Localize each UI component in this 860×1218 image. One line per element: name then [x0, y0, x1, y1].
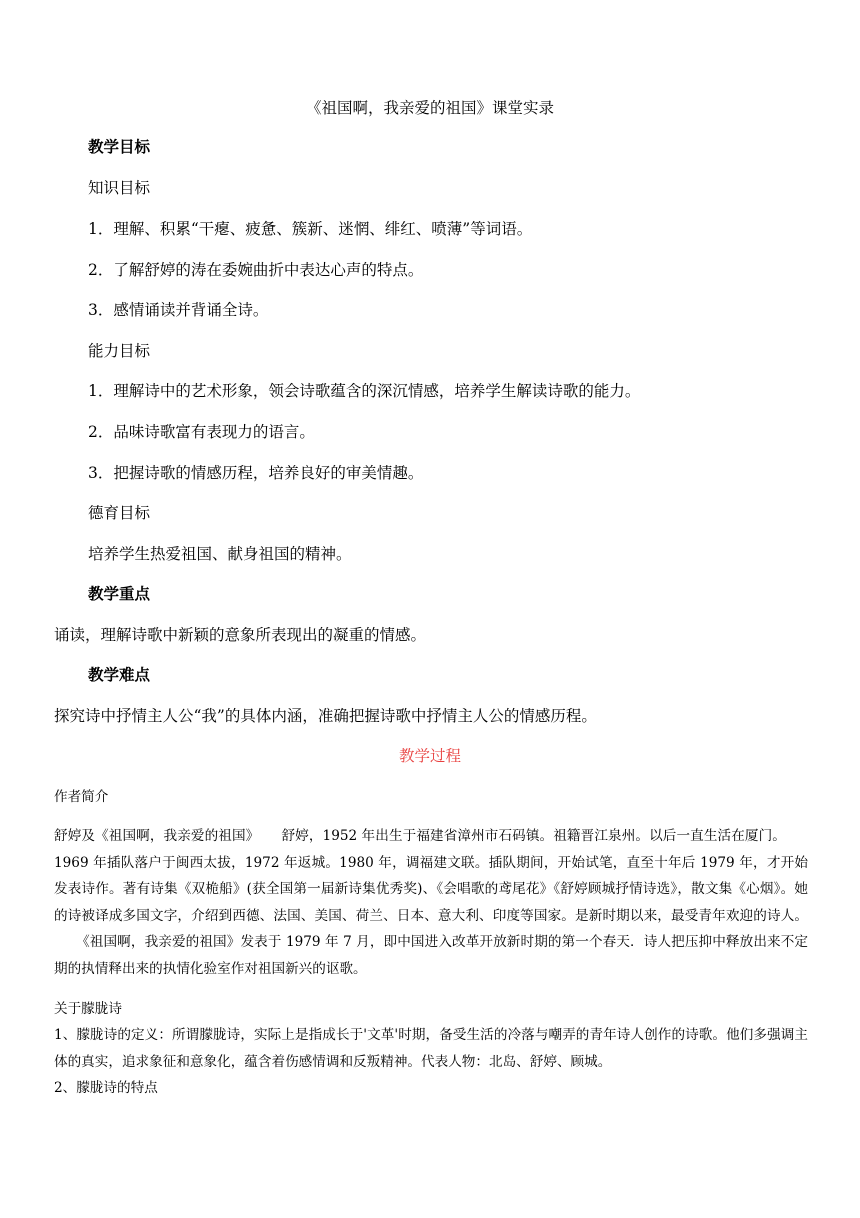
author-intro-part: 舒婷及《祖国啊，我亲爱的祖国》 — [54, 828, 260, 844]
author-intro-paragraph — [54, 823, 808, 982]
knowledge-item: 3．感情诵读并背诵全诗。 — [88, 301, 269, 319]
knowledge-objectives-heading: 知识目标 — [88, 179, 151, 197]
author-intro-part: 《祖国啊，我亲爱的祖国》发表于 1979 年 7 月，即中国进入改革开放新时期的第一个春天．诗人把压抑中释放出来不定期的执情释出来的执情化验室作对祖国新兴的讴歌。 — [54, 934, 808, 977]
process-heading: 教学过程 — [398, 747, 461, 765]
difficulty-heading: 教学难点 — [88, 665, 151, 684]
objectives-heading: 教学目标 — [88, 137, 151, 156]
ability-item: 2．品味诗歌富有表现力的语言。 — [88, 423, 315, 441]
author-intro-heading: 作者简介 — [54, 789, 109, 805]
misty-poetry-heading: 关于朦胧诗 — [54, 1001, 122, 1017]
misty-poetry-features: 2、朦胧诗的特点 — [54, 1080, 158, 1096]
document-title: 《祖国啊，我亲爱的祖国》课堂实录 — [305, 99, 554, 117]
key-point-heading: 教学重点 — [88, 584, 151, 603]
key-point-text: 诵读，理解诗歌中新颖的意象所表现出的凝重的情感。 — [54, 626, 427, 644]
ability-item: 3．把握诗歌的情感历程，培养良好的审美情趣。 — [88, 464, 424, 482]
moral-objectives-text: 培养学生热爱祖国、献身祖国的精神。 — [88, 545, 352, 563]
author-intro-part: 1969 年插队落户于闽西太拔，1972 年返城。1980 年，调福建文联。插队期间，开始试笔，直至十年后 1979 年，才开始发表诗作。著有诗集《双桅船》(获全国第一届新诗集优秀奖)、《会唱歌的鸢尾花》《舒婷顾城抒情诗选》，散文集《心烟》。她的诗被译成多国文字，介绍到西德、法国、美国、荷兰、日本、意大利、印度等国家。是新时期以来，最受青年欢迎的诗人。 — [54, 854, 808, 924]
misty-poetry-definition: 1、朦胧诗的定义：所谓朦胧诗，实际上是指成长于'文革'时期，备受生活的冷落与嘲弄的青年诗人创作的诗歌。他们多强调主体的真实，追求象征和意象化，蕴含着伤感情调和反叛精神。代表人物：北岛、舒婷、顾城。 — [54, 1027, 808, 1070]
knowledge-item: 2．了解舒婷的涛在委婉曲折中表达心声的特点。 — [88, 261, 424, 279]
moral-objectives-heading: 德育目标 — [88, 504, 151, 522]
knowledge-item: 1．理解、积累“干瘪、疲惫、簇新、迷惘、绯红、喷薄”等词语。 — [88, 220, 533, 238]
difficulty-text: 探究诗中抒情主人公“我”的具体内涵，准确把握诗歌中抒情主人公的情感历程。 — [54, 707, 597, 725]
ability-objectives-heading: 能力目标 — [88, 342, 151, 360]
author-intro-part: 舒婷，1952 年出生于福建省漳州市石码镇。祖籍晋江泉州。以后一直生活在厦门。 — [281, 828, 786, 844]
ability-item: 1．理解诗中的艺术形象，领会诗歌蕴含的深沉情感，培养学生解读诗歌的能力。 — [88, 382, 641, 400]
